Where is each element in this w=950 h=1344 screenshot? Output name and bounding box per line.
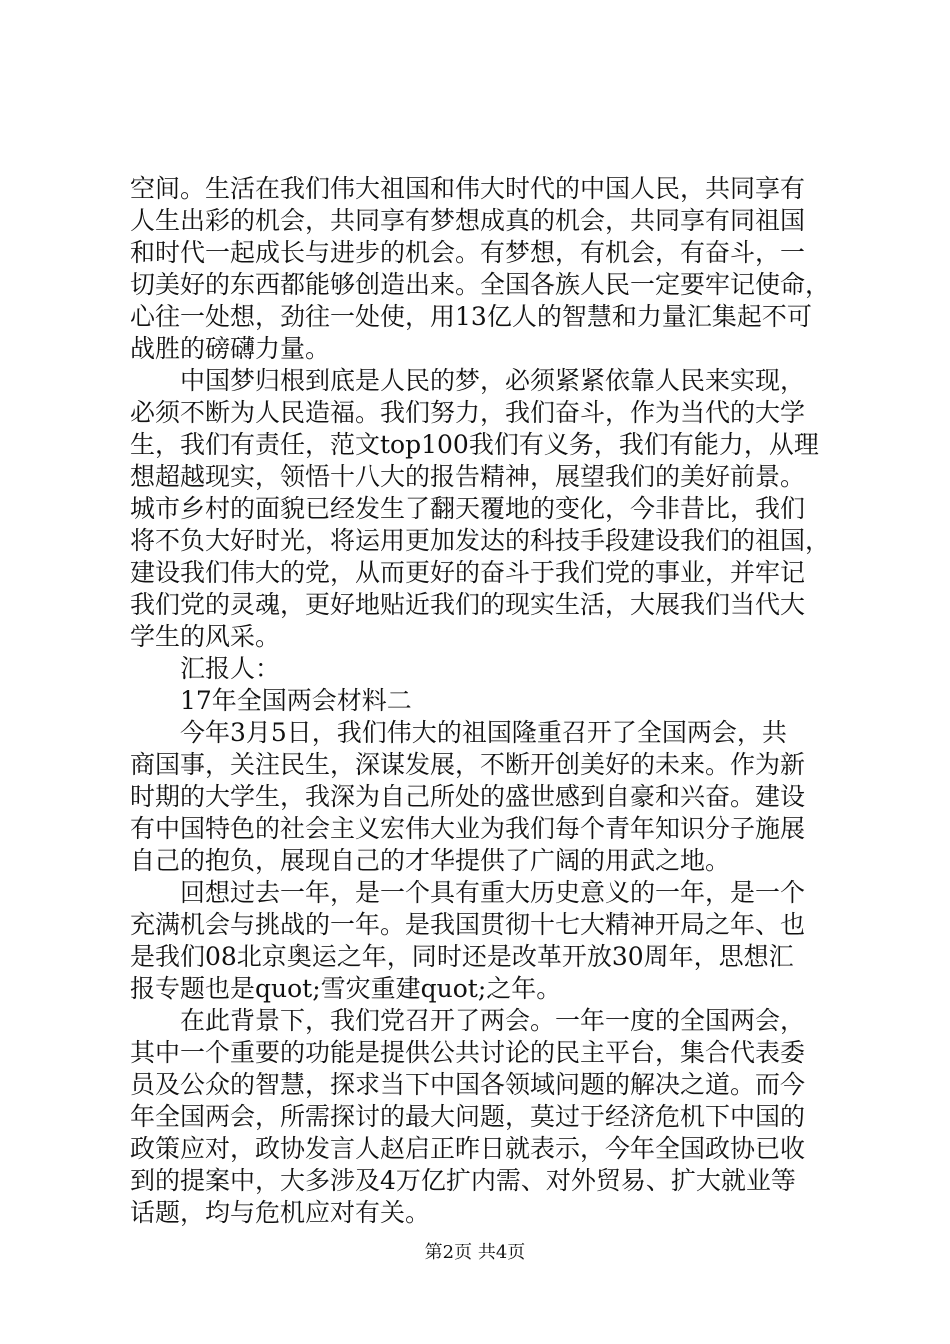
text-line: 其中一个重要的功能是提供公共讨论的民主平台，集合代表委 — [130, 1038, 806, 1067]
text-line: 想超越现实，领悟十八大的报告精神，展望我们的美好前景。 — [130, 462, 806, 491]
text-line: 回想过去一年，是一个具有重大历史意义的一年，是一个 — [130, 878, 806, 907]
text-line: 商国事，关注民生，深谋发展，不断开创美好的未来。作为新 — [130, 750, 806, 779]
text-line: 充满机会与挑战的一年。是我国贯彻十七大精神开局之年、也 — [130, 910, 806, 939]
text-line: 汇报人： — [130, 654, 281, 683]
text-line: 是我们08北京奥运之年，同时还是改革开放30周年，思想汇 — [130, 942, 794, 971]
text-line: 在此背景下，我们党召开了两会。一年一度的全国两会， — [130, 1006, 806, 1035]
text-line: 和时代一起成长与进步的机会。有梦想，有机会，有奋斗，一 — [130, 238, 806, 267]
text-line: 有中国特色的社会主义宏伟大业为我们每个青年知识分子施展 — [130, 814, 806, 843]
text-line: 话题，均与危机应对有关。 — [130, 1198, 431, 1227]
text-line: 时期的大学生，我深为自己所处的盛世感到自豪和兴奋。建设 — [130, 782, 806, 811]
text-line: 报专题也是quot;雪灾重建quot;之年。 — [130, 974, 562, 1003]
text-line: 到的提案中，大多涉及4万亿扩内需、对外贸易、扩大就业等 — [130, 1166, 796, 1195]
text-line: 今年3月5日，我们伟大的祖国隆重召开了全国两会，共 — [130, 718, 787, 747]
page-footer: 第2页 共4页 — [424, 1242, 526, 1263]
text-line: 17年全国两会材料二 — [130, 686, 412, 715]
text-line: 中国梦归根到底是人民的梦，必须紧紧依靠人民来实现， — [130, 366, 806, 395]
text-line: 学生的风采。 — [130, 622, 281, 651]
text-line: 心往一处想，劲往一处使，用13亿人的智慧和力量汇集起不可 — [130, 302, 812, 331]
text-line: 人生出彩的机会，共同享有梦想成真的机会，共同享有同祖国 — [130, 206, 806, 235]
text-line: 城市乡村的面貌已经发生了翻天覆地的变化，今非昔比，我们 — [130, 494, 806, 523]
text-line: 将不负大好时光，将运用更加发达的科技手段建设我们的祖国， — [130, 526, 831, 555]
text-line: 自己的抱负，展现自己的才华提供了广阔的用武之地。 — [130, 846, 731, 875]
text-line: 必须不断为人民造福。我们努力，我们奋斗，作为当代的大学 — [130, 398, 806, 427]
text-line: 生，我们有责任，范文top100我们有义务，我们有能力，从理 — [130, 430, 819, 459]
text-line: 切美好的东西都能够创造出来。全国各族人民一定要牢记使命， — [130, 270, 831, 299]
text-line: 战胜的磅礴力量。 — [130, 334, 331, 363]
text-line: 年全国两会，所需探讨的最大问题，莫过于经济危机下中国的 — [130, 1102, 806, 1131]
text-line: 员及公众的智慧，探求当下中国各领域问题的解决之道。而今 — [130, 1070, 806, 1099]
text-line: 建设我们伟大的党，从而更好的奋斗于我们党的事业，并牢记 — [130, 558, 806, 587]
document-body — [130, 173, 846, 1229]
text-line: 我们党的灵魂，更好地贴近我们的现实生活，大展我们当代大 — [130, 590, 806, 619]
text-line: 空间。生活在我们伟大祖国和伟大时代的中国人民，共同享有 — [130, 174, 806, 203]
text-line: 政策应对，政协发言人赵启正昨日就表示，今年全国政协已收 — [130, 1134, 806, 1163]
